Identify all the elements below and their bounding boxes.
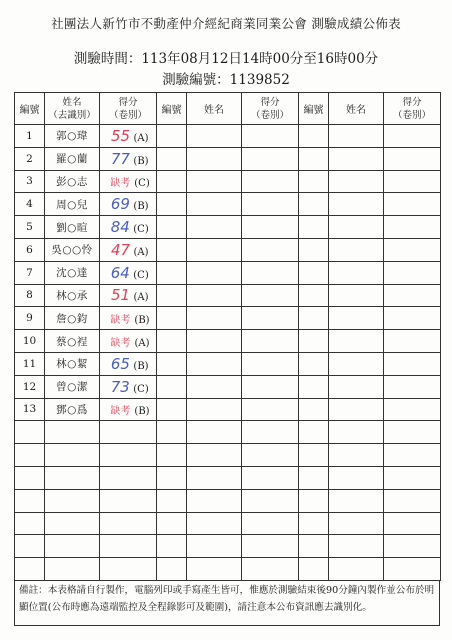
col-name-2: 姓名 — [187, 93, 242, 125]
empty-cell — [157, 558, 187, 581]
empty-cell — [384, 307, 441, 330]
candidate-name: 曾○潔 — [45, 375, 100, 398]
row-number: 12 — [15, 375, 45, 398]
candidate-name: 羅○蘭 — [45, 147, 100, 170]
empty-cell — [384, 352, 441, 375]
empty-cell — [187, 238, 242, 261]
table-row — [15, 330, 441, 353]
empty-cell — [157, 193, 187, 216]
empty-cell — [157, 147, 187, 170]
row-number: 9 — [15, 307, 45, 330]
candidate-score — [100, 147, 157, 170]
candidate-score — [100, 216, 157, 239]
empty-cell — [384, 330, 441, 353]
empty-cell — [299, 535, 329, 558]
paper-version: (C) — [133, 383, 149, 395]
row-number: 4 — [15, 193, 45, 216]
col-score-2: 得分 （卷別） — [242, 93, 299, 125]
empty-cell — [187, 284, 242, 307]
empty-cell — [299, 170, 329, 193]
candidate-name — [45, 489, 100, 512]
empty-cell — [384, 512, 441, 535]
row-number: 2 — [15, 147, 45, 170]
row-number: 6 — [15, 238, 45, 261]
table-row — [15, 489, 441, 512]
empty-cell — [242, 170, 299, 193]
table-row — [15, 558, 441, 581]
empty-cell — [157, 261, 187, 284]
candidate-name: 彭○志 — [45, 170, 100, 193]
empty-cell — [242, 398, 299, 421]
handwritten-score: 47 — [110, 240, 131, 259]
empty-cell — [299, 216, 329, 239]
paper-version: (A) — [133, 246, 149, 258]
candidate-name: 蔡○裎 — [45, 330, 100, 353]
empty-cell — [242, 307, 299, 330]
table-row — [15, 216, 441, 239]
candidate-name — [45, 512, 100, 535]
empty-cell — [242, 193, 299, 216]
table-row — [15, 170, 441, 193]
handwritten-score: 77 — [110, 149, 130, 168]
table-row — [15, 261, 441, 284]
table-row — [15, 512, 441, 535]
empty-cell — [157, 170, 187, 193]
empty-cell — [384, 489, 441, 512]
empty-cell — [299, 125, 329, 148]
row-number: 5 — [15, 216, 45, 239]
empty-cell — [157, 352, 187, 375]
empty-cell — [329, 444, 384, 467]
empty-cell — [187, 193, 242, 216]
col-score: 得分 （卷別） — [100, 93, 157, 125]
empty-cell — [187, 307, 242, 330]
table-row — [15, 238, 441, 261]
candidate-score — [100, 352, 157, 375]
candidate-score — [100, 535, 157, 558]
empty-cell — [329, 238, 384, 261]
empty-cell — [157, 466, 187, 489]
paper-version: (C) — [134, 177, 150, 189]
candidate-name: 周○兒 — [45, 193, 100, 216]
col-score-3: 得分 （卷別） — [384, 93, 441, 125]
row-number: 1 — [15, 125, 45, 148]
empty-cell — [187, 466, 242, 489]
empty-cell — [329, 330, 384, 353]
empty-cell — [242, 125, 299, 148]
empty-cell — [187, 535, 242, 558]
row-number: 3 — [15, 170, 45, 193]
candidate-score — [100, 170, 157, 193]
empty-cell — [299, 352, 329, 375]
empty-cell — [384, 147, 441, 170]
empty-cell — [157, 284, 187, 307]
document-title: 社團法人新竹市不動產仲介經紀商業同業公會 測驗成績公佈表 — [51, 16, 401, 31]
empty-cell — [187, 170, 242, 193]
candidate-score — [100, 375, 157, 398]
candidate-score — [100, 307, 157, 330]
empty-cell — [242, 238, 299, 261]
candidate-name: 吳○○怜 — [45, 238, 100, 261]
candidate-score — [100, 421, 157, 444]
empty-cell — [329, 352, 384, 375]
handwritten-score: 缺考 — [110, 177, 131, 189]
empty-cell — [157, 307, 187, 330]
empty-cell — [384, 216, 441, 239]
paper-version: (B) — [133, 360, 149, 372]
row-number: 10 — [15, 330, 45, 353]
candidate-score — [100, 261, 157, 284]
empty-cell — [242, 489, 299, 512]
empty-cell — [329, 512, 384, 535]
empty-cell — [329, 558, 384, 581]
candidate-score — [100, 489, 157, 512]
candidate-score — [100, 193, 157, 216]
candidate-name: 郭○瑋 — [45, 125, 100, 148]
paper-version: (B) — [134, 314, 150, 326]
table-row — [15, 125, 441, 148]
col-no: 編號 — [15, 93, 45, 125]
empty-cell — [242, 535, 299, 558]
candidate-name — [45, 558, 100, 581]
empty-cell — [242, 261, 299, 284]
score-table — [14, 92, 441, 581]
candidate-name — [45, 421, 100, 444]
empty-cell — [299, 238, 329, 261]
empty-cell — [187, 489, 242, 512]
row-number — [15, 512, 45, 535]
empty-cell — [242, 284, 299, 307]
candidate-name: 林○承 — [45, 284, 100, 307]
empty-cell — [329, 193, 384, 216]
empty-cell — [299, 284, 329, 307]
empty-cell — [242, 216, 299, 239]
row-number: 13 — [15, 398, 45, 421]
empty-cell — [384, 375, 441, 398]
candidate-name — [45, 444, 100, 467]
empty-cell — [157, 238, 187, 261]
empty-cell — [299, 147, 329, 170]
candidate-score — [100, 512, 157, 535]
empty-cell — [187, 261, 242, 284]
candidate-name: 林○絜 — [45, 352, 100, 375]
empty-cell — [329, 170, 384, 193]
empty-cell — [187, 216, 242, 239]
handwritten-score: 69 — [110, 195, 130, 214]
empty-cell — [384, 466, 441, 489]
handwritten-score: 缺考 — [110, 337, 131, 349]
candidate-name — [45, 535, 100, 558]
empty-cell — [299, 466, 329, 489]
col-no-3: 編號 — [299, 93, 329, 125]
table-header — [15, 93, 441, 125]
table-row — [15, 535, 441, 558]
empty-cell — [329, 375, 384, 398]
table-row — [15, 444, 441, 467]
empty-cell — [157, 512, 187, 535]
empty-cell — [157, 330, 187, 353]
candidate-name: 沈○達 — [45, 261, 100, 284]
candidate-name: 鄧○爲 — [45, 398, 100, 421]
empty-cell — [299, 375, 329, 398]
paper-version: (A) — [133, 132, 149, 144]
table-row — [15, 466, 441, 489]
candidate-name: 劉○暄 — [45, 216, 100, 239]
empty-cell — [299, 307, 329, 330]
row-number: 11 — [15, 352, 45, 375]
empty-cell — [187, 375, 242, 398]
handwritten-score: 55 — [110, 126, 131, 145]
candidate-score — [100, 284, 157, 307]
empty-cell — [242, 375, 299, 398]
row-number — [15, 466, 45, 489]
empty-cell — [299, 444, 329, 467]
handwritten-score: 缺考 — [110, 405, 131, 417]
empty-cell — [187, 398, 242, 421]
table-row — [15, 147, 441, 170]
row-number — [15, 558, 45, 581]
empty-cell — [242, 558, 299, 581]
table-row — [15, 398, 441, 421]
empty-cell — [384, 238, 441, 261]
row-number: 8 — [15, 284, 45, 307]
col-no-2: 編號 — [157, 93, 187, 125]
empty-cell — [299, 330, 329, 353]
empty-cell — [384, 170, 441, 193]
handwritten-score: 84 — [110, 218, 130, 237]
row-number — [15, 535, 45, 558]
col-name: 姓名 （去識別） — [45, 93, 100, 125]
candidate-name: 詹○鈞 — [45, 307, 100, 330]
col-name-3: 姓名 — [329, 93, 384, 125]
empty-cell — [384, 193, 441, 216]
paper-version: (B) — [133, 155, 149, 167]
handwritten-score: 51 — [110, 286, 131, 305]
empty-cell — [329, 421, 384, 444]
empty-cell — [157, 398, 187, 421]
empty-cell — [299, 489, 329, 512]
exam-code: 測驗編號：1139852 — [162, 72, 290, 88]
empty-cell — [329, 398, 384, 421]
empty-cell — [329, 535, 384, 558]
table-row — [15, 421, 441, 444]
empty-cell — [157, 489, 187, 512]
candidate-score — [100, 125, 157, 148]
empty-cell — [187, 125, 242, 148]
empty-cell — [242, 421, 299, 444]
candidate-name — [45, 466, 100, 489]
empty-cell — [157, 421, 187, 444]
empty-cell — [187, 421, 242, 444]
empty-cell — [187, 330, 242, 353]
empty-cell — [157, 125, 187, 148]
table-row — [15, 307, 441, 330]
empty-cell — [329, 307, 384, 330]
paper-version: (B) — [133, 201, 149, 213]
empty-cell — [242, 147, 299, 170]
empty-cell — [187, 558, 242, 581]
empty-cell — [384, 398, 441, 421]
empty-cell — [242, 330, 299, 353]
empty-cell — [329, 284, 384, 307]
empty-cell — [384, 284, 441, 307]
empty-cell — [242, 466, 299, 489]
paper-version: (A) — [133, 292, 149, 304]
paper-version: (C) — [133, 224, 149, 236]
empty-cell — [299, 512, 329, 535]
empty-cell — [242, 352, 299, 375]
empty-cell — [187, 147, 242, 170]
empty-cell — [329, 261, 384, 284]
empty-cell — [299, 193, 329, 216]
handwritten-score: 64 — [110, 263, 130, 282]
paper-version: (A) — [134, 337, 150, 349]
candidate-score — [100, 558, 157, 581]
exam-time: 測驗時間：113年08月12日14時00分至16時00分 — [73, 51, 379, 67]
empty-cell — [157, 375, 187, 398]
paper-version: (B) — [134, 405, 150, 417]
empty-cell — [384, 444, 441, 467]
table-row — [15, 284, 441, 307]
candidate-score — [100, 238, 157, 261]
candidate-score — [100, 330, 157, 353]
table-row — [15, 375, 441, 398]
candidate-score — [100, 398, 157, 421]
footnote: 備註：本表格請自行製作，電腦列印或手寫產生皆可，惟應於測驗結束後90分鐘內製作並公布於明顯位置(公布時應為遠端監控及全程錄影可及範圍)，請注意本公布資訊應去識別化。 — [14, 580, 440, 626]
empty-cell — [157, 216, 187, 239]
empty-cell — [329, 125, 384, 148]
empty-cell — [299, 421, 329, 444]
empty-cell — [384, 125, 441, 148]
empty-cell — [187, 512, 242, 535]
handwritten-score: 73 — [110, 377, 130, 396]
row-number — [15, 421, 45, 444]
table-row — [15, 352, 441, 375]
empty-cell — [157, 444, 187, 467]
empty-cell — [384, 261, 441, 284]
empty-cell — [384, 535, 441, 558]
empty-cell — [299, 558, 329, 581]
empty-cell — [299, 261, 329, 284]
empty-cell — [242, 444, 299, 467]
handwritten-score: 缺考 — [110, 314, 131, 326]
row-number — [15, 444, 45, 467]
paper-version: (C) — [133, 269, 149, 281]
handwritten-score: 65 — [110, 354, 130, 373]
empty-cell — [242, 512, 299, 535]
empty-cell — [299, 398, 329, 421]
empty-cell — [329, 489, 384, 512]
empty-cell — [384, 558, 441, 581]
row-number: 7 — [15, 261, 45, 284]
empty-cell — [384, 421, 441, 444]
candidate-score — [100, 466, 157, 489]
candidate-score — [100, 444, 157, 467]
empty-cell — [187, 352, 242, 375]
row-number — [15, 489, 45, 512]
empty-cell — [329, 147, 384, 170]
empty-cell — [329, 216, 384, 239]
table-row — [15, 193, 441, 216]
empty-cell — [329, 466, 384, 489]
empty-cell — [157, 535, 187, 558]
empty-cell — [187, 444, 242, 467]
